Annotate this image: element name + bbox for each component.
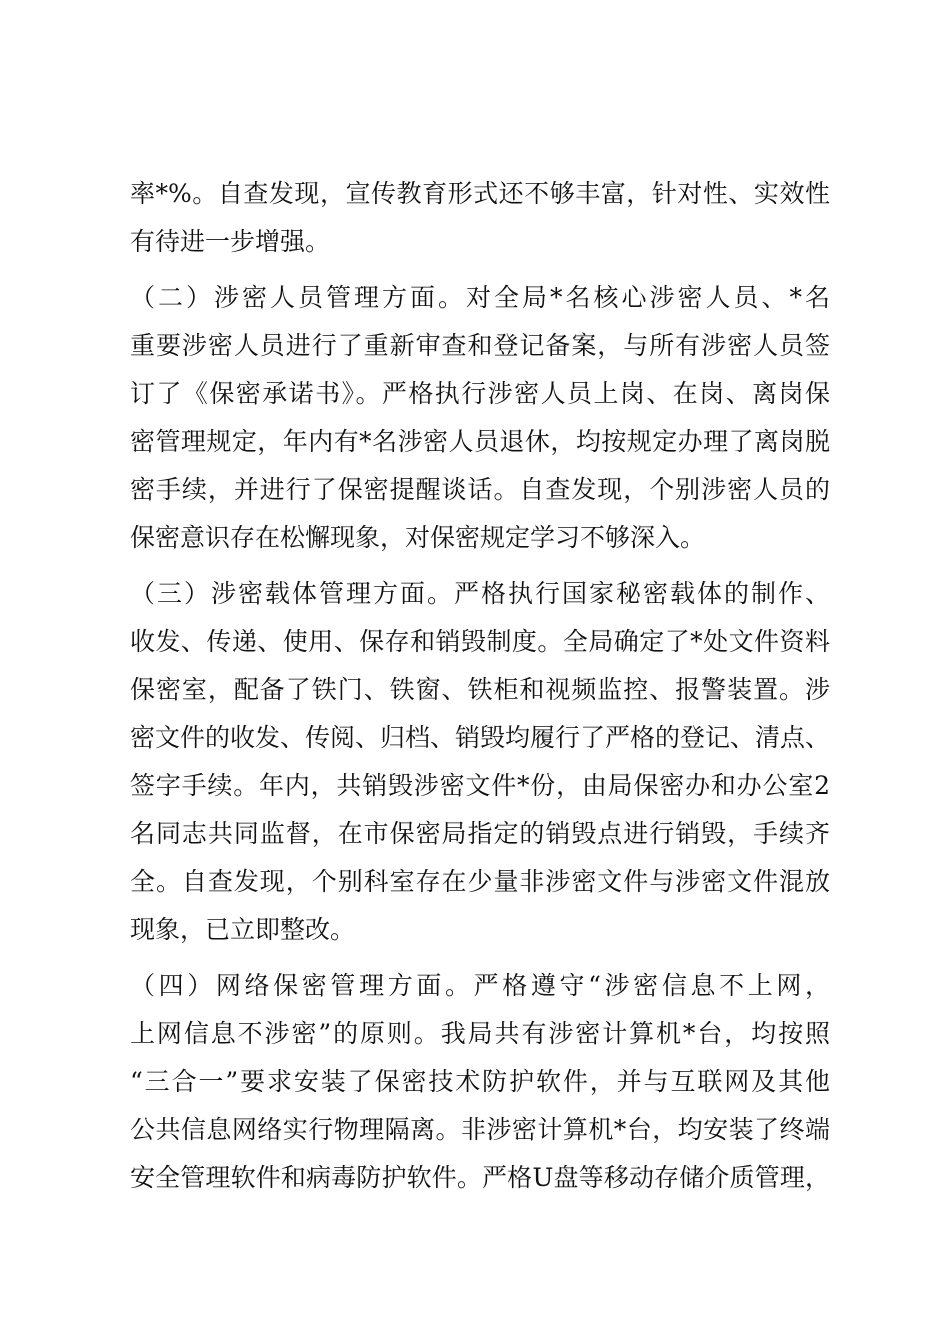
text-line: 密手续，并进行了保密提醒谈话。自查发现，个别涉密人员的: [130, 475, 830, 504]
text-line: 率*%。自查发现，宣传教育形式还不够丰富，针对性、实效性: [130, 179, 830, 208]
text-line: 签字手续。年内，共销毁涉密文件*份，由局保密办和办公室2: [130, 771, 830, 800]
paragraph: [130, 274, 830, 562]
text-line: 全。自查发现，个别科室存在少量非涉密文件与涉密文件混放: [130, 867, 830, 896]
text-line: 安全管理软件和病毒防护软件。严格U盘等移动存储介质管理，: [130, 1163, 830, 1192]
paragraph: [130, 962, 830, 1202]
text-line: 保密室，配备了铁门、铁窗、铁柜和视频监控、报警装置。涉: [130, 675, 830, 704]
text-line: 名同志共同监督，在市保密局指定的销毁点进行销毁，手续齐: [130, 819, 830, 848]
text-line: 现象，已立即整改。: [130, 915, 356, 944]
text-line: （四）网络保密管理方面。严格遵守“涉密信息不上网，: [130, 971, 830, 1000]
text-line: 公共信息网络实行物理隔离。非涉密计算机*台，均安装了终端: [130, 1115, 830, 1144]
text-line: 重要涉密人员进行了重新审查和登记备案，与所有涉密人员签: [130, 331, 830, 360]
paragraph: [130, 570, 830, 954]
text-line: 密管理规定，年内有*名涉密人员退休，均按规定办理了离岗脱: [130, 427, 830, 456]
text-line: 上网信息不涉密”的原则。我局共有涉密计算机*台，均按照: [130, 1019, 830, 1048]
text-line: 订了《保密承诺书》。严格执行涉密人员上岗、在岗、离岗保: [130, 379, 830, 408]
text-line: 有待进一步增强。: [130, 227, 331, 256]
document-body: [130, 170, 830, 1202]
text-line: “三合一”要求安装了保密技术防护软件，并与互联网及其他: [130, 1067, 830, 1096]
paragraph: [130, 170, 830, 266]
text-line: 保密意识存在松懈现象，对保密规定学习不够深入。: [130, 523, 706, 552]
text-line: 收发、传递、使用、保存和销毁制度。全局确定了*处文件资料: [130, 627, 830, 656]
text-line: 密文件的收发、传阅、归档、销毁均履行了严格的登记、清点、: [130, 723, 831, 752]
text-line: （三）涉密载体管理方面。严格执行国家秘密载体的制作、: [130, 579, 830, 608]
text-line: （二）涉密人员管理方面。对全局*名核心涉密人员、*名: [130, 283, 830, 312]
